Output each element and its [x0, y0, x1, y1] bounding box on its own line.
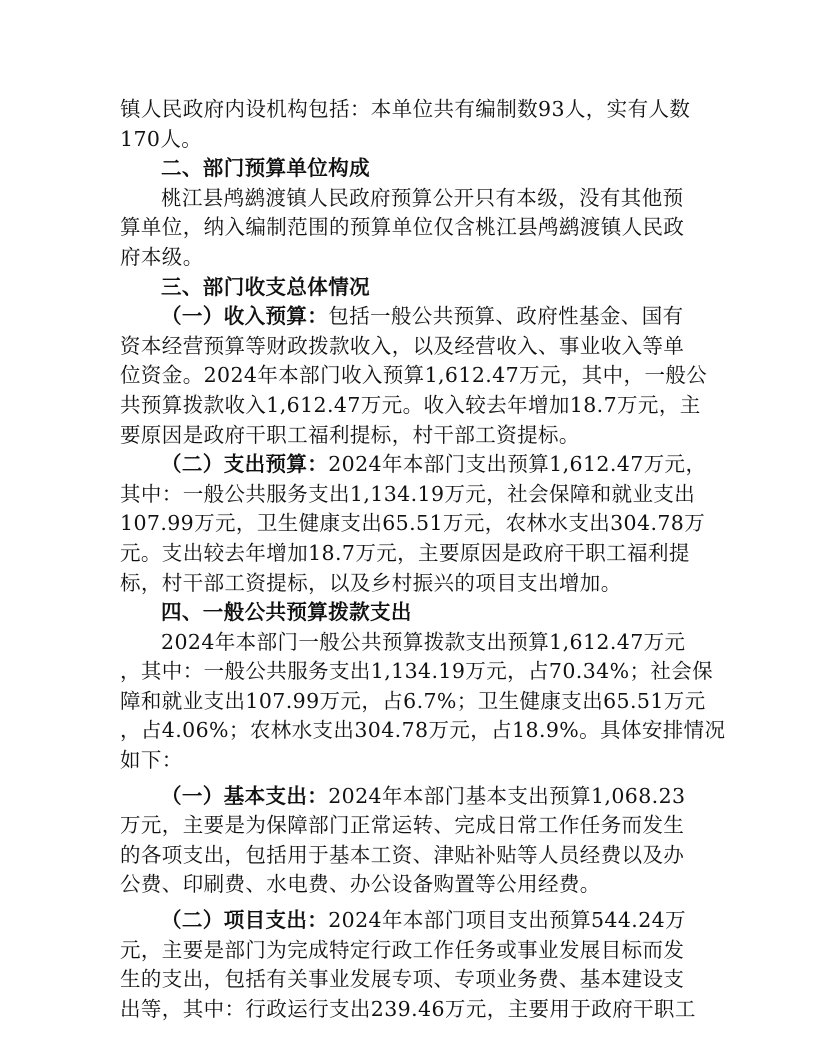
subsection-lead: （一）收入预算：	[161, 304, 329, 329]
paragraph-text: 2024年本部门支出预算1,612.47万元，	[328, 452, 707, 477]
paragraph-line: 共预算拨款收入1,612.47万元。收入较去年增加18.7万元，主	[120, 392, 701, 417]
paragraph-line: 2024年本部门一般公共预算拨款支出预算1,612.47万元	[161, 629, 686, 654]
paragraph-line: 元。支出较去年增加18.7万元，主要原因是政府干职工福利提	[120, 540, 690, 565]
paragraph-line: 生的支出，包括有关事业发展专项、专项业务费、基本建设支	[120, 967, 685, 992]
paragraph-line: 的各项支出，包括用于基本工资、津贴补贴等人员经费以及办	[120, 842, 685, 867]
section-heading: 三、部门收支总体情况	[161, 274, 370, 299]
section-heading: 二、部门预算单位构成	[161, 156, 370, 181]
paragraph-line: 如下：	[120, 748, 183, 773]
paragraph-line: 算单位，纳入编制范围的预算单位仅含桃江县鸬鹚渡镇人民政	[120, 215, 685, 240]
paragraph-line: 障和就业支出107.99万元，占6.7%；卫生健康支出65.51万元	[120, 688, 706, 713]
paragraph-line: 标，村干部工资提标，以及乡村振兴的项目支出增加。	[120, 570, 622, 595]
paragraph-text: 2024年本部门项目支出预算544.24万	[328, 908, 687, 933]
subsection-paragraph-line	[120, 450, 707, 480]
subsection-lead: （二）项目支出：	[161, 908, 329, 933]
subsection-paragraph-line	[120, 302, 700, 332]
subsection-paragraph-line	[120, 906, 700, 936]
paragraph-line: ，其中：一般公共服务支出1,134.19万元，占70.34%；社会保	[120, 659, 714, 684]
paragraph-line: 170人。	[120, 126, 203, 151]
subsection-lead: （一）基本支出：	[161, 783, 329, 808]
paragraph-line: 桃江县鸬鹚渡镇人民政府预算公开只有本级，没有其他预	[161, 185, 684, 210]
paragraph-line: 元，主要是部门为完成特定行政工作任务或事业发展目标而发	[120, 937, 685, 962]
subsection-lead: （二）支出预算：	[161, 452, 329, 477]
section-heading: 四、一般公共预算拨款支出	[161, 600, 412, 625]
paragraph-line: ，占4.06%；农林水支出304.78万元，占18.9%。具体安排情况	[120, 718, 726, 743]
paragraph-line: 公费、印刷费、水电费、办公设备购置等公用经费。	[120, 872, 601, 897]
document-body	[120, 95, 726, 1024]
paragraph-text: 包括一般公共预算、政府性基金、国有	[328, 304, 684, 329]
paragraph-line: 其中：一般公共服务支出1,134.19万元，社会保障和就业支出	[120, 481, 696, 506]
paragraph-line: 资本经营预算等财政拨款收入，以及经营收入、事业收入等单	[120, 333, 685, 358]
paragraph-line: 要原因是政府干职工福利提标，村干部工资提标。	[120, 422, 580, 447]
paragraph-line: 出等，其中：行政运行支出239.46万元，主要用于政府干职工	[120, 996, 696, 1021]
paragraph-line: 府本级。	[120, 244, 204, 269]
paragraph-line: 镇人民政府内设机构包括：本单位共有编制数93人，实有人数	[120, 97, 691, 121]
paragraph-line: 位资金。2024年本部门收入预算1,612.47万元，其中，一般公	[120, 363, 708, 388]
paragraph-text: 2024年本部门基本支出预算1,068.23	[328, 783, 686, 808]
subsection-paragraph-line	[120, 782, 700, 812]
paragraph-line: 万元，主要是为保障部门正常运转、完成日常工作任务而发生	[120, 813, 685, 838]
paragraph-line: 107.99万元，卫生健康支出65.51万元，农林水支出304.78万	[120, 511, 706, 536]
